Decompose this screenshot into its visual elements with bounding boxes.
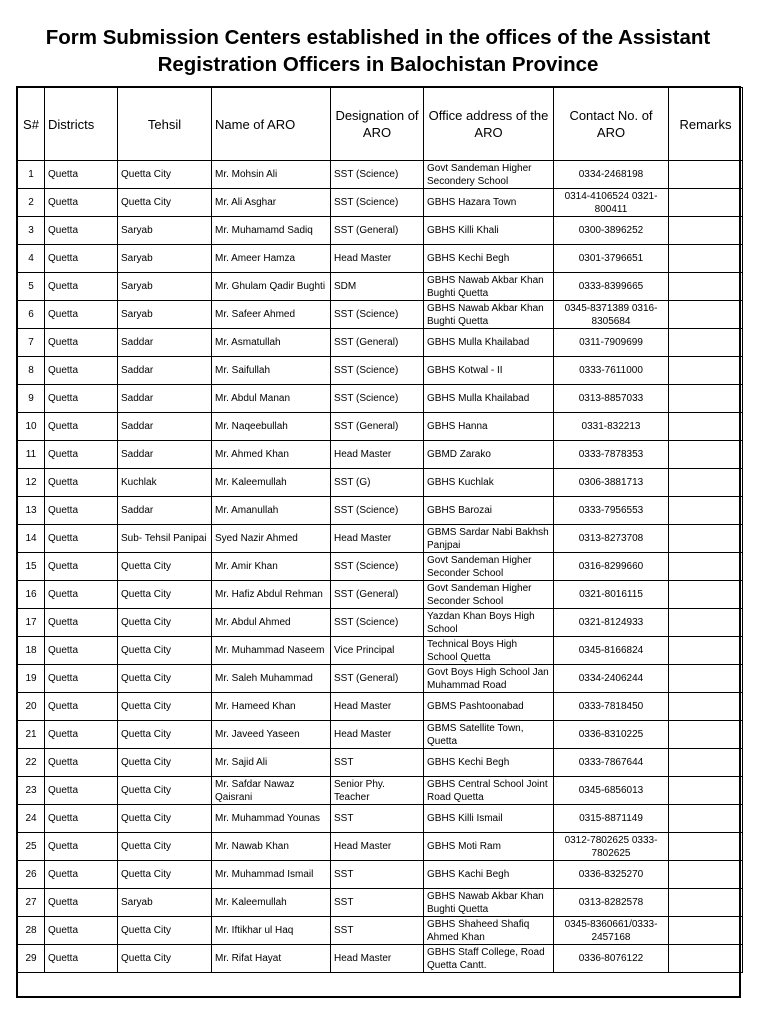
- cell-office-address: GBHS Killi Khali: [424, 217, 554, 245]
- header-contact: Contact No. of ARO: [554, 88, 669, 161]
- cell-designation: SST (Science): [331, 553, 424, 581]
- cell-aro-name: Mr. Javeed Yaseen: [212, 721, 331, 749]
- cell-sno: 1: [18, 161, 45, 189]
- cell-office-address: Technical Boys High School Quetta: [424, 637, 554, 665]
- cell-aro-name: Mr. Asmatullah: [212, 329, 331, 357]
- header-district: Districts: [45, 88, 118, 161]
- table-row: [18, 189, 743, 217]
- cell-tehsil: Kuchlak: [118, 469, 212, 497]
- cell-sno: 14: [18, 525, 45, 553]
- cell-district: Quetta: [45, 749, 118, 777]
- cell-sno: 15: [18, 553, 45, 581]
- table-row: [18, 721, 743, 749]
- table-row: [18, 581, 743, 609]
- cell-tehsil: Quetta City: [118, 189, 212, 217]
- cell-designation: SST (Science): [331, 609, 424, 637]
- cell-designation: SST: [331, 749, 424, 777]
- cell-office-address: GBHS Hanna: [424, 413, 554, 441]
- cell-aro-name: Mr. Hafiz Abdul Rehman: [212, 581, 331, 609]
- cell-sno: 4: [18, 245, 45, 273]
- cell-district: Quetta: [45, 609, 118, 637]
- table-row: [18, 469, 743, 497]
- table-row: [18, 413, 743, 441]
- title-line-2: Registration Officers in Balochistan Province: [157, 53, 599, 76]
- cell-contact: 0334-2468198: [554, 161, 669, 189]
- cell-aro-name: Mr. Muhammad Ismail: [212, 861, 331, 889]
- cell-aro-name: Mr. Muhammad Naseem: [212, 637, 331, 665]
- cell-contact: 0334-2406244: [554, 665, 669, 693]
- cell-district: Quetta: [45, 833, 118, 861]
- cell-tehsil: Saryab: [118, 889, 212, 917]
- cell-designation: Head Master: [331, 245, 424, 273]
- cell-tehsil: Quetta City: [118, 721, 212, 749]
- cell-sno: 6: [18, 301, 45, 329]
- cell-district: Quetta: [45, 357, 118, 385]
- cell-office-address: GBHS Kotwal - II: [424, 357, 554, 385]
- cell-remarks: [669, 413, 743, 441]
- cell-remarks: [669, 833, 743, 861]
- cell-office-address: GBHS Barozai: [424, 497, 554, 525]
- cell-contact: 0311-7909699: [554, 329, 669, 357]
- cell-tehsil: Quetta City: [118, 945, 212, 973]
- cell-designation: Vice Principal: [331, 637, 424, 665]
- cell-office-address: GBHS Staff College, Road Quetta Cantt.: [424, 945, 554, 973]
- cell-tehsil: Saryab: [118, 301, 212, 329]
- cell-contact: 0333-7818450: [554, 693, 669, 721]
- cell-district: Quetta: [45, 693, 118, 721]
- cell-remarks: [669, 889, 743, 917]
- cell-contact: 0300-3896252: [554, 217, 669, 245]
- cell-contact: 0333-7878353: [554, 441, 669, 469]
- cell-designation: SST: [331, 917, 424, 945]
- cell-contact: 0333-8399665: [554, 273, 669, 301]
- cell-sno: 7: [18, 329, 45, 357]
- cell-remarks: [669, 777, 743, 805]
- header-address: Office address of the ARO: [424, 88, 554, 161]
- cell-office-address: GBHS Shaheed Shafiq Ahmed Khan: [424, 917, 554, 945]
- cell-district: Quetta: [45, 917, 118, 945]
- cell-sno: 20: [18, 693, 45, 721]
- cell-aro-name: Mr. Amir Khan: [212, 553, 331, 581]
- cell-remarks: [669, 805, 743, 833]
- cell-remarks: [669, 945, 743, 973]
- table-row: [18, 497, 743, 525]
- cell-district: Quetta: [45, 469, 118, 497]
- table-row: [18, 161, 743, 189]
- cell-remarks: [669, 609, 743, 637]
- cell-remarks: [669, 861, 743, 889]
- cell-tehsil: Quetta City: [118, 861, 212, 889]
- cell-contact: 0345-6856013: [554, 777, 669, 805]
- cell-remarks: [669, 161, 743, 189]
- cell-aro-name: Mr. Muhamamd Sadiq: [212, 217, 331, 245]
- cell-designation: SST (Science): [331, 161, 424, 189]
- cell-aro-name: Mr. Rifat Hayat: [212, 945, 331, 973]
- cell-remarks: [669, 553, 743, 581]
- cell-sno: 25: [18, 833, 45, 861]
- cell-contact: 0333-7867644: [554, 749, 669, 777]
- cell-office-address: GBHS Central School Joint Road Quetta: [424, 777, 554, 805]
- cell-aro-name: Mr. Ameer Hamza: [212, 245, 331, 273]
- cell-aro-name: Mr. Sajid Ali: [212, 749, 331, 777]
- header-sno: S#: [18, 88, 45, 161]
- cell-district: Quetta: [45, 861, 118, 889]
- cell-district: Quetta: [45, 497, 118, 525]
- cell-sno: 13: [18, 497, 45, 525]
- cell-tehsil: Saryab: [118, 245, 212, 273]
- table-row: [18, 441, 743, 469]
- table-row: [18, 917, 743, 945]
- cell-sno: 28: [18, 917, 45, 945]
- cell-designation: SST (General): [331, 665, 424, 693]
- cell-office-address: GBHS Kechi Begh: [424, 749, 554, 777]
- cell-remarks: [669, 693, 743, 721]
- cell-tehsil: Saryab: [118, 217, 212, 245]
- header-tehsil: Tehsil: [118, 88, 212, 161]
- table-row: [18, 861, 743, 889]
- cell-remarks: [669, 497, 743, 525]
- cell-tehsil: Saddar: [118, 329, 212, 357]
- cell-designation: SST (G): [331, 469, 424, 497]
- cell-sno: 8: [18, 357, 45, 385]
- cell-remarks: [669, 581, 743, 609]
- table-row: [18, 329, 743, 357]
- cell-contact: 0336-8310225: [554, 721, 669, 749]
- cell-sno: 17: [18, 609, 45, 637]
- cell-remarks: [669, 637, 743, 665]
- table-row: [18, 301, 743, 329]
- cell-contact: 0345-8360661/0333-2457168: [554, 917, 669, 945]
- cell-designation: SST (Science): [331, 357, 424, 385]
- cell-sno: 29: [18, 945, 45, 973]
- header-aro: Name of ARO: [212, 88, 331, 161]
- cell-contact: 0313-8273708: [554, 525, 669, 553]
- table-row: [18, 777, 743, 805]
- cell-aro-name: Mr. Abdul Manan: [212, 385, 331, 413]
- cell-contact: 0336-8325270: [554, 861, 669, 889]
- cell-tehsil: Quetta City: [118, 637, 212, 665]
- cell-aro-name: Mr. Amanullah: [212, 497, 331, 525]
- cell-aro-name: Mr. Kaleemullah: [212, 469, 331, 497]
- cell-sno: 21: [18, 721, 45, 749]
- cell-district: Quetta: [45, 637, 118, 665]
- cell-sno: 10: [18, 413, 45, 441]
- cell-office-address: GBHS Nawab Akbar Khan Bughti Quetta: [424, 273, 554, 301]
- cell-office-address: GBHS Hazara Town: [424, 189, 554, 217]
- cell-designation: SST (Science): [331, 189, 424, 217]
- table-row: [18, 357, 743, 385]
- cell-contact: 0345-8166824: [554, 637, 669, 665]
- cell-tehsil: Quetta City: [118, 777, 212, 805]
- cell-district: Quetta: [45, 329, 118, 357]
- cell-remarks: [669, 189, 743, 217]
- cell-district: Quetta: [45, 189, 118, 217]
- cell-district: Quetta: [45, 665, 118, 693]
- cell-tehsil: Quetta City: [118, 665, 212, 693]
- header-designation: Designation of ARO: [331, 88, 424, 161]
- cell-tehsil: Quetta City: [118, 805, 212, 833]
- table-row: [18, 217, 743, 245]
- cell-contact: 0313-8282578: [554, 889, 669, 917]
- table-row: [18, 749, 743, 777]
- cell-district: Quetta: [45, 161, 118, 189]
- cell-remarks: [669, 917, 743, 945]
- cell-aro-name: Mr. Naqeebullah: [212, 413, 331, 441]
- cell-contact: 0314-4106524 0321-800411: [554, 189, 669, 217]
- cell-designation: SST: [331, 805, 424, 833]
- cell-aro-name: Mr. Saleh Muhammad: [212, 665, 331, 693]
- cell-office-address: GBHS Killi Ismail: [424, 805, 554, 833]
- aro-table: [17, 87, 743, 973]
- cell-sno: 22: [18, 749, 45, 777]
- table-row: [18, 385, 743, 413]
- cell-designation: SST (Science): [331, 385, 424, 413]
- cell-contact: 0301-3796651: [554, 245, 669, 273]
- cell-contact: 0316-8299660: [554, 553, 669, 581]
- cell-designation: SST: [331, 861, 424, 889]
- cell-designation: SST (General): [331, 581, 424, 609]
- cell-tehsil: Sub- Tehsil Panipai: [118, 525, 212, 553]
- cell-sno: 27: [18, 889, 45, 917]
- cell-district: Quetta: [45, 413, 118, 441]
- cell-tehsil: Saddar: [118, 497, 212, 525]
- cell-remarks: [669, 441, 743, 469]
- cell-office-address: GBMS Satellite Town, Quetta: [424, 721, 554, 749]
- table-row: [18, 525, 743, 553]
- table-row: [18, 245, 743, 273]
- cell-district: Quetta: [45, 217, 118, 245]
- cell-aro-name: Mr. Safeer Ahmed: [212, 301, 331, 329]
- cell-sno: 9: [18, 385, 45, 413]
- table-row: [18, 805, 743, 833]
- cell-office-address: GBHS Mulla Khailabad: [424, 329, 554, 357]
- cell-office-address: GBMS Sardar Nabi Bakhsh Panjpai: [424, 525, 554, 553]
- cell-office-address: Govt Boys High School Jan Muhammad Road: [424, 665, 554, 693]
- cell-tehsil: Saddar: [118, 385, 212, 413]
- cell-sno: 11: [18, 441, 45, 469]
- table-header-row: [18, 88, 743, 161]
- cell-tehsil: Quetta City: [118, 749, 212, 777]
- cell-contact: 0345-8371389 0316-8305684: [554, 301, 669, 329]
- cell-aro-name: Mr. Ghulam Qadir Bughti: [212, 273, 331, 301]
- cell-aro-name: Mr. Ahmed Khan: [212, 441, 331, 469]
- cell-remarks: [669, 273, 743, 301]
- cell-designation: SST (General): [331, 217, 424, 245]
- cell-district: Quetta: [45, 525, 118, 553]
- cell-designation: Senior Phy. Teacher: [331, 777, 424, 805]
- cell-office-address: GBMD Zarako: [424, 441, 554, 469]
- cell-district: Quetta: [45, 805, 118, 833]
- cell-tehsil: Quetta City: [118, 609, 212, 637]
- cell-remarks: [669, 357, 743, 385]
- cell-district: Quetta: [45, 245, 118, 273]
- cell-tehsil: Saryab: [118, 273, 212, 301]
- cell-office-address: Govt Sandeman Higher Secondery School: [424, 161, 554, 189]
- cell-tehsil: Quetta City: [118, 833, 212, 861]
- cell-sno: 23: [18, 777, 45, 805]
- cell-remarks: [669, 217, 743, 245]
- cell-designation: Head Master: [331, 693, 424, 721]
- cell-office-address: Govt Sandeman Higher Seconder School: [424, 581, 554, 609]
- cell-remarks: [669, 469, 743, 497]
- cell-aro-name: Mr. Abdul Ahmed: [212, 609, 331, 637]
- table-row: [18, 693, 743, 721]
- cell-designation: SST (General): [331, 413, 424, 441]
- table-row: [18, 889, 743, 917]
- cell-designation: SST: [331, 889, 424, 917]
- cell-remarks: [669, 301, 743, 329]
- cell-sno: 2: [18, 189, 45, 217]
- cell-designation: SST (General): [331, 329, 424, 357]
- cell-designation: Head Master: [331, 945, 424, 973]
- table-row: [18, 637, 743, 665]
- cell-designation: SDM: [331, 273, 424, 301]
- header-remarks: Remarks: [669, 88, 743, 161]
- cell-remarks: [669, 749, 743, 777]
- cell-office-address: GBHS Moti Ram: [424, 833, 554, 861]
- cell-sno: 19: [18, 665, 45, 693]
- cell-sno: 24: [18, 805, 45, 833]
- cell-tehsil: Quetta City: [118, 917, 212, 945]
- cell-contact: 0315-8871149: [554, 805, 669, 833]
- cell-contact: 0333-7611000: [554, 357, 669, 385]
- cell-district: Quetta: [45, 441, 118, 469]
- cell-contact: 0321-8016115: [554, 581, 669, 609]
- cell-sno: 26: [18, 861, 45, 889]
- cell-office-address: GBHS Nawab Akbar Khan Bughti Quetta: [424, 889, 554, 917]
- cell-remarks: [669, 721, 743, 749]
- cell-tehsil: Quetta City: [118, 581, 212, 609]
- cell-aro-name: Mr. Muhammad Younas: [212, 805, 331, 833]
- table-row: [18, 945, 743, 973]
- cell-aro-name: Mr. Safdar Nawaz Qaisrani: [212, 777, 331, 805]
- cell-remarks: [669, 665, 743, 693]
- cell-tehsil: Quetta City: [118, 553, 212, 581]
- cell-sno: 5: [18, 273, 45, 301]
- cell-contact: 0312-7802625 0333-7802625: [554, 833, 669, 861]
- table-row: [18, 833, 743, 861]
- cell-sno: 12: [18, 469, 45, 497]
- cell-aro-name: Mr. Nawab Khan: [212, 833, 331, 861]
- cell-district: Quetta: [45, 945, 118, 973]
- cell-contact: 0313-8857033: [554, 385, 669, 413]
- cell-contact: 0306-3881713: [554, 469, 669, 497]
- cell-district: Quetta: [45, 889, 118, 917]
- cell-aro-name: Mr. Kaleemullah: [212, 889, 331, 917]
- cell-aro-name: Mr. Hameed Khan: [212, 693, 331, 721]
- cell-office-address: Govt Sandeman Higher Seconder School: [424, 553, 554, 581]
- cell-district: Quetta: [45, 301, 118, 329]
- cell-tehsil: Saddar: [118, 357, 212, 385]
- table-row: [18, 609, 743, 637]
- cell-office-address: GBMS Pashtoonabad: [424, 693, 554, 721]
- cell-aro-name: Mr. Saifullah: [212, 357, 331, 385]
- cell-remarks: [669, 385, 743, 413]
- cell-contact: 0321-8124933: [554, 609, 669, 637]
- page-title: [0, 24, 756, 78]
- title-line-1: Form Submission Centers established in the offices of the Assistant: [45, 26, 711, 49]
- cell-designation: Head Master: [331, 833, 424, 861]
- cell-remarks: [669, 525, 743, 553]
- cell-district: Quetta: [45, 721, 118, 749]
- cell-remarks: [669, 329, 743, 357]
- cell-tehsil: Saddar: [118, 413, 212, 441]
- cell-contact: 0333-7956553: [554, 497, 669, 525]
- cell-office-address: Yazdan Khan Boys High School: [424, 609, 554, 637]
- cell-district: Quetta: [45, 553, 118, 581]
- cell-contact: 0331-832213: [554, 413, 669, 441]
- cell-district: Quetta: [45, 273, 118, 301]
- table-row: [18, 273, 743, 301]
- cell-designation: SST (Science): [331, 497, 424, 525]
- cell-office-address: GBHS Nawab Akbar Khan Bughti Quetta: [424, 301, 554, 329]
- cell-tehsil: Quetta City: [118, 693, 212, 721]
- cell-office-address: GBHS Kachi Begh: [424, 861, 554, 889]
- cell-office-address: GBHS Kuchlak: [424, 469, 554, 497]
- cell-sno: 16: [18, 581, 45, 609]
- cell-aro-name: Mr. Mohsin Ali: [212, 161, 331, 189]
- cell-sno: 3: [18, 217, 45, 245]
- cell-aro-name: Syed Nazir Ahmed: [212, 525, 331, 553]
- cell-district: Quetta: [45, 581, 118, 609]
- cell-office-address: GBHS Mulla Khailabad: [424, 385, 554, 413]
- cell-remarks: [669, 245, 743, 273]
- cell-aro-name: Mr. Iftikhar ul Haq: [212, 917, 331, 945]
- cell-sno: 18: [18, 637, 45, 665]
- cell-tehsil: Quetta City: [118, 161, 212, 189]
- cell-office-address: GBHS Kechi Begh: [424, 245, 554, 273]
- cell-aro-name: Mr. Ali Asghar: [212, 189, 331, 217]
- cell-contact: 0336-8076122: [554, 945, 669, 973]
- table-row: [18, 553, 743, 581]
- table-row: [18, 665, 743, 693]
- cell-tehsil: Saddar: [118, 441, 212, 469]
- cell-district: Quetta: [45, 385, 118, 413]
- cell-designation: Head Master: [331, 441, 424, 469]
- cell-district: Quetta: [45, 777, 118, 805]
- cell-designation: SST (Science): [331, 301, 424, 329]
- cell-designation: Head Master: [331, 721, 424, 749]
- cell-designation: Head Master: [331, 525, 424, 553]
